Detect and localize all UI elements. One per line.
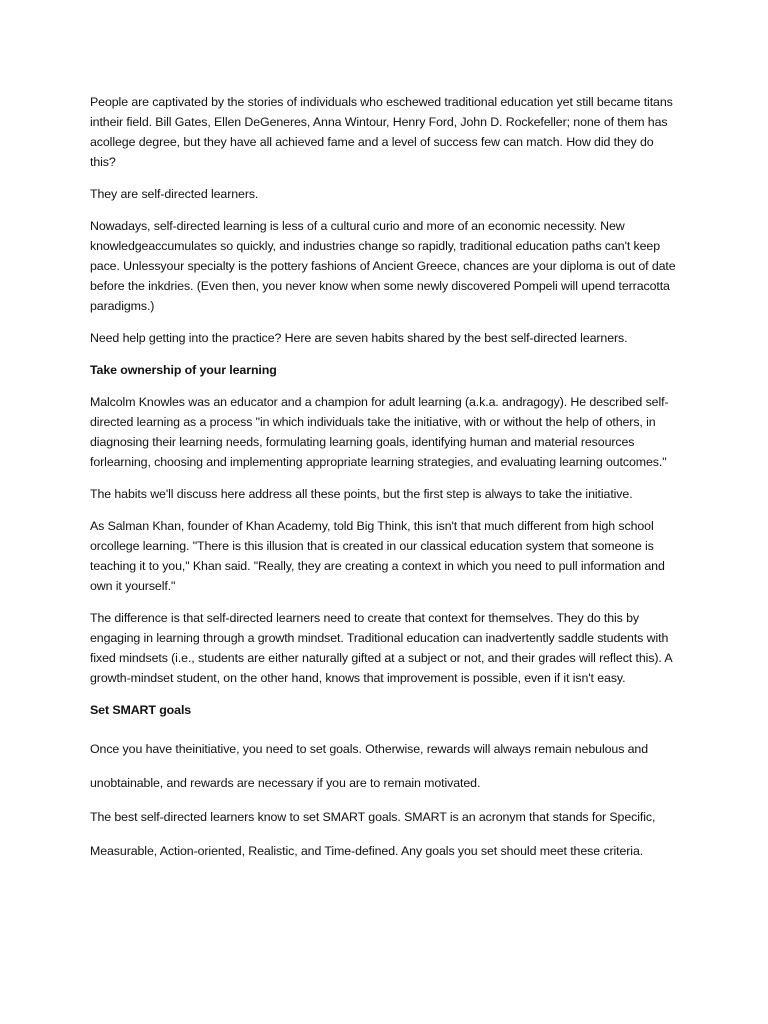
- document-page: [90, 92, 680, 868]
- self-directed-statement: They are self-directed learners.: [90, 187, 259, 201]
- section-heading-ownership: Take ownership of your learning: [90, 363, 277, 377]
- seven-habits-intro: Need help getting into the practice? Here are seven habits shared by the best self-directed learners.: [90, 331, 628, 345]
- khan-paragraph: As Salman Khan, founder of Khan Academy, told Big Think, this isn't that much different from high school orcollege learning. "There is this illusion that is created in our classical education system that someone is teaching it to you," Khan said. "Really, they are creating a context in which you need to pull information and own it yourself.": [90, 519, 665, 593]
- intro-paragraph: People are captivated by the stories of individuals who eschewed traditional education yet still became titans intheir field. Bill Gates, Ellen DeGeneres, Anna Wintour, Henry Ford, John D. Rockefeller; none of them has acollege degree, but they have all achieved fame and a level of success few can match. How did they do this?: [90, 95, 673, 169]
- goals-paragraph: Once you have theinitiative, you need to set goals. Otherwise, rewards will always remain nebulous and unobtainable, and rewards are necessary if you are to remain motivated.: [90, 742, 649, 790]
- initiative-paragraph: The habits we'll discuss here address all these points, but the first step is always to take the initiative.: [90, 487, 633, 501]
- smart-acronym-paragraph: The best self-directed learners know to set SMART goals. SMART is an acronym that stands for Specific, Measurable, Action-oriented, Realistic, and Time-defined. Any goals you set should meet these criteria.: [90, 810, 656, 858]
- growth-mindset-paragraph: The difference is that self-directed learners need to create that context for themselves. They do this by engaging in learning through a growth mindset. Traditional education can inadvertently saddle students with fixed mindsets (i.e., students are either naturally gifted at a subject or not, and their grades will reflect this). A growth-mindset student, on the other hand, knows that improvement is possible, even if it isn't easy.: [90, 611, 672, 685]
- knowles-paragraph: Malcolm Knowles was an educator and a champion for adult learning (a.k.a. andragogy). He described self-directed learning as a process "in which individuals take the initiative, with or without the help of others, in diagnosing their learning needs, formulating learning goals, identifying human and material resources forlearning, choosing and implementing appropriate learning strategies, and evaluating learning outcomes.": [90, 395, 669, 469]
- economic-necessity-paragraph: Nowadays, self-directed learning is less of a cultural curio and more of an economic necessity. New knowledgeaccumulates so quickly, and industries change so rapidly, traditional education paths can't keep pace. Unlessyour specialty is the pottery fashions of Ancient Greece, chances are your diploma is out of date before the inkdries. (Even then, you never know when some newly discovered Pompeli will upend terracotta paradigms.): [90, 219, 676, 313]
- section-heading-smart-goals: Set SMART goals: [90, 703, 192, 717]
